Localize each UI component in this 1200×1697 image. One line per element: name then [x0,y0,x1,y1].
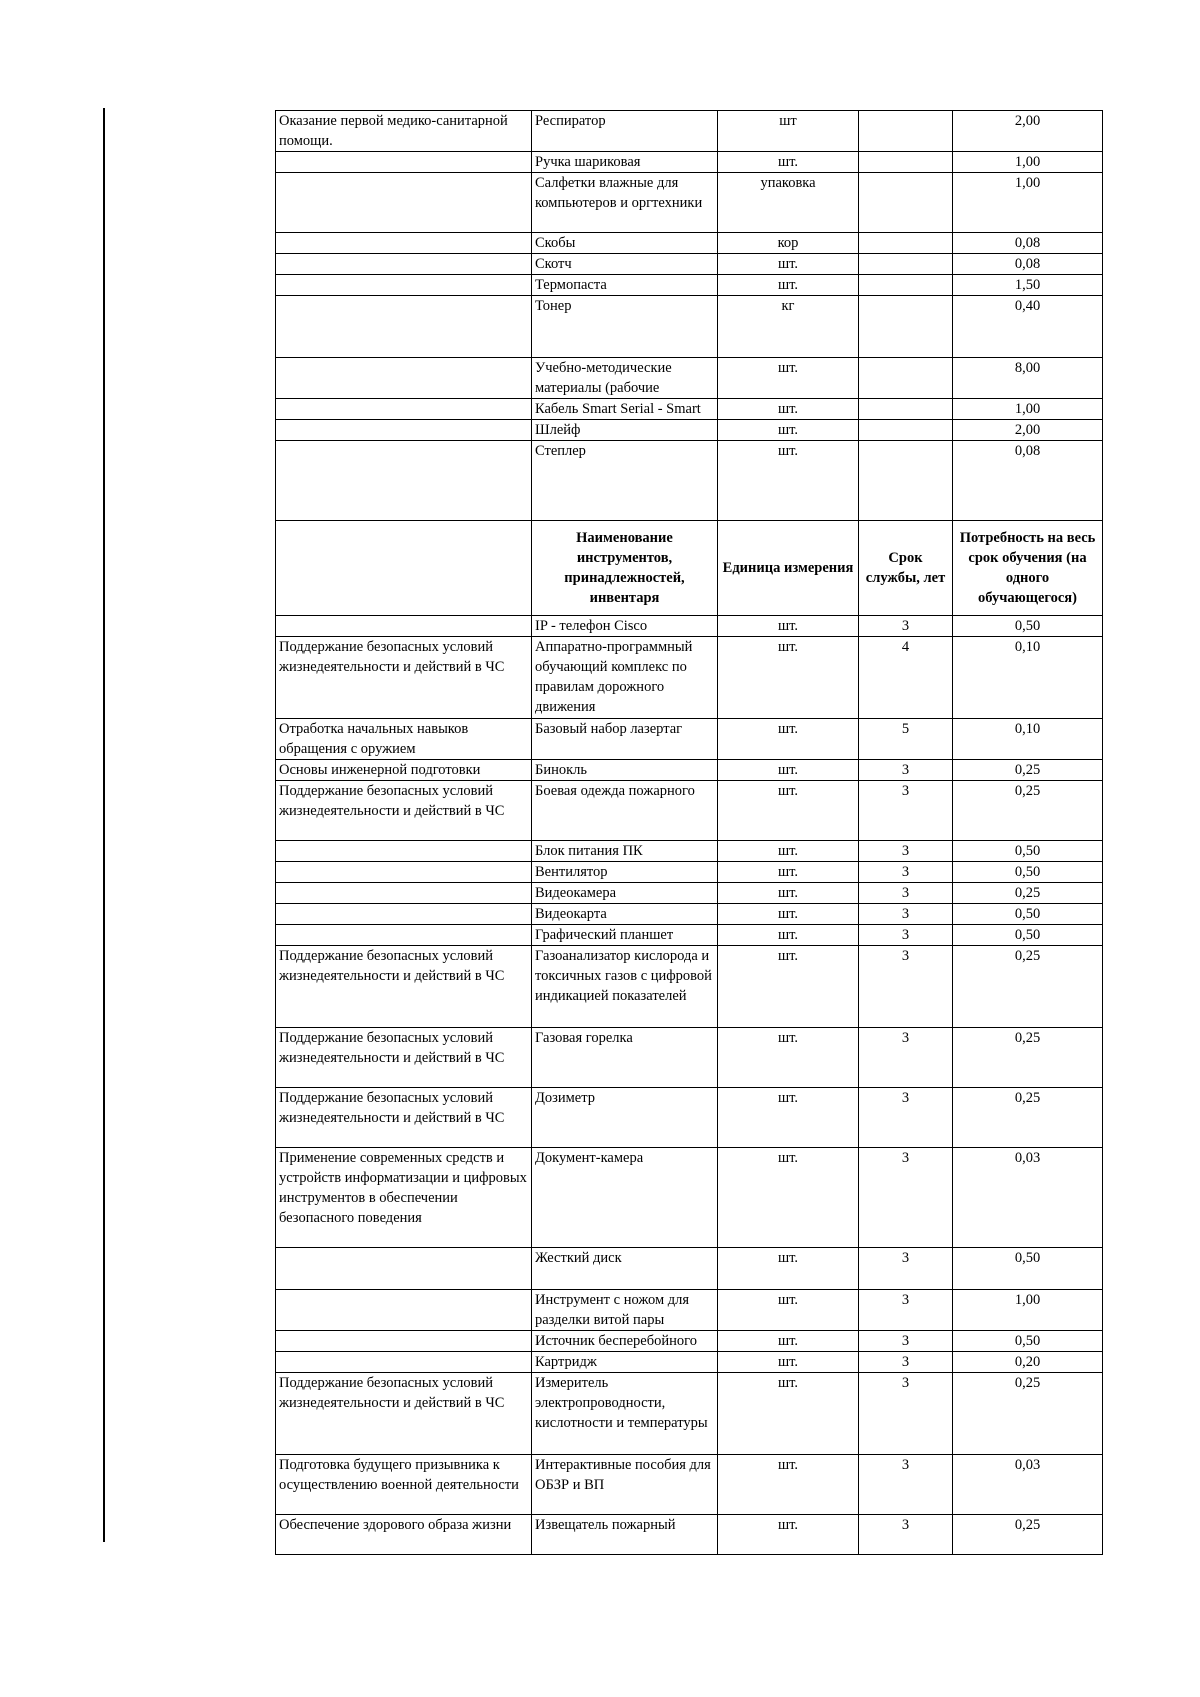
item-name-cell: Извещатель пожарный [532,1515,718,1555]
service-life-cell: 3 [859,1248,953,1290]
topic-cell: Подготовка будущего призывника к осуществлению военной деятельности [276,1455,532,1515]
topic-cell: Поддержание безопасных условий жизнедеятельности и действий в ЧС [276,1088,532,1148]
need-cell: 0,25 [953,760,1103,781]
topic-cell [276,173,532,233]
need-cell: 0,50 [953,616,1103,637]
need-cell: 1,00 [953,152,1103,173]
table-row [276,616,1103,637]
table-row [276,883,1103,904]
need-cell: 0,50 [953,862,1103,883]
unit-cell: шт. [718,441,859,521]
service-life-cell [859,173,953,233]
table-row [276,1455,1103,1515]
need-cell: 1,00 [953,1290,1103,1331]
topic-cell: Обеспечение здорового образа жизни [276,1515,532,1555]
need-cell: 0,50 [953,904,1103,925]
header-service: Срок службы, лет [859,521,953,616]
need-cell: 0,25 [953,946,1103,1028]
item-name-cell: Жесткий диск [532,1248,718,1290]
topic-cell [276,233,532,254]
header-unit: Единица измерения [718,521,859,616]
need-cell: 0,25 [953,781,1103,841]
item-name-cell: Интерактивные пособия для ОБЗР и ВП [532,1455,718,1515]
service-life-cell: 3 [859,1515,953,1555]
topic-cell [276,275,532,296]
need-cell: 0,08 [953,254,1103,275]
service-life-cell: 3 [859,1352,953,1373]
topic-cell: Оказание первой медико-санитарной помощи. [276,111,532,152]
topic-cell: Поддержание безопасных условий жизнедеятельности и действий в ЧС [276,1373,532,1455]
topic-cell [276,152,532,173]
topic-cell: Поддержание безопасных условий жизнедеятельности и действий в ЧС [276,946,532,1028]
unit-cell: шт. [718,637,859,719]
unit-cell: шт. [718,1290,859,1331]
unit-cell: шт. [718,254,859,275]
item-name-cell: Газоанализатор кислорода и токсичных газов с цифровой индикацией показателей [532,946,718,1028]
item-name-cell: Газовая горелка [532,1028,718,1088]
service-life-cell [859,358,953,399]
unit-cell: шт. [718,275,859,296]
topic-cell: Поддержание безопасных условий жизнедеятельности и действий в ЧС [276,781,532,841]
need-cell: 0,50 [953,1331,1103,1352]
table-row [276,275,1103,296]
table-row [276,111,1103,152]
table-row [276,637,1103,719]
service-life-cell [859,399,953,420]
item-name-cell: Документ-камера [532,1148,718,1248]
need-cell: 0,50 [953,841,1103,862]
table-row [276,358,1103,399]
equipment-table [275,110,1103,1555]
table-row [276,781,1103,841]
table-row [276,719,1103,760]
table-row [276,254,1103,275]
table-row [276,173,1103,233]
need-cell: 0,20 [953,1352,1103,1373]
item-name-cell: Бинокль [532,760,718,781]
service-life-cell: 3 [859,1088,953,1148]
unit-cell: шт. [718,904,859,925]
table-row [276,296,1103,358]
table-row [276,399,1103,420]
unit-cell: кг [718,296,859,358]
unit-cell: шт. [718,616,859,637]
item-name-cell: Ручка шариковая [532,152,718,173]
unit-cell: шт [718,111,859,152]
unit-cell: шт. [718,1331,859,1352]
service-life-cell: 3 [859,1028,953,1088]
topic-cell [276,925,532,946]
need-cell: 0,10 [953,719,1103,760]
unit-cell: шт. [718,781,859,841]
table-row [276,152,1103,173]
need-cell: 1,50 [953,275,1103,296]
table-row [276,760,1103,781]
topic-cell [276,904,532,925]
topic-cell [276,883,532,904]
service-life-cell: 3 [859,883,953,904]
item-name-cell: Скотч [532,254,718,275]
unit-cell: шт. [718,1373,859,1455]
unit-cell: шт. [718,358,859,399]
item-name-cell: IP - телефон Cisco [532,616,718,637]
item-name-cell: Салфетки влажные для компьютеров и оргтехники [532,173,718,233]
need-cell: 0,10 [953,637,1103,719]
need-cell: 0,25 [953,1515,1103,1555]
need-cell: 0,03 [953,1148,1103,1248]
topic-cell [276,616,532,637]
need-cell: 8,00 [953,358,1103,399]
topic-cell [276,358,532,399]
item-name-cell: Видеокамера [532,883,718,904]
service-life-cell: 3 [859,841,953,862]
service-life-cell: 3 [859,1290,953,1331]
topic-cell: Основы инженерной подготовки [276,760,532,781]
service-life-cell: 3 [859,781,953,841]
service-life-cell: 3 [859,862,953,883]
topic-cell [276,296,532,358]
table-row [276,946,1103,1028]
topic-cell [276,399,532,420]
need-cell: 1,00 [953,173,1103,233]
item-name-cell: Видеокарта [532,904,718,925]
unit-cell: шт. [718,399,859,420]
left-margin-line [103,108,105,1542]
need-cell: 2,00 [953,111,1103,152]
header-need: Потребность на весь срок обучения (на одного обучающегося) [953,521,1103,616]
topic-cell [276,1331,532,1352]
item-name-cell: Шлейф [532,420,718,441]
unit-cell: шт. [718,1148,859,1248]
service-life-cell [859,254,953,275]
service-life-cell [859,233,953,254]
table-row [276,1331,1103,1352]
item-name-cell: Тонер [532,296,718,358]
unit-cell: шт. [718,946,859,1028]
item-name-cell: Графический планшет [532,925,718,946]
topic-cell: Поддержание безопасных условий жизнедеятельности и действий в ЧС [276,637,532,719]
item-name-cell: Боевая одежда пожарного [532,781,718,841]
item-name-cell: Учебно-методические материалы (рабочие [532,358,718,399]
unit-cell: шт. [718,925,859,946]
service-life-cell [859,420,953,441]
unit-cell: шт. [718,841,859,862]
table-row [276,841,1103,862]
table-header-row [276,521,1103,616]
service-life-cell: 3 [859,1148,953,1248]
header-name: Наименование инструментов, принадлежностей, инвентаря [532,521,718,616]
unit-cell: шт. [718,1352,859,1373]
need-cell: 0,25 [953,1373,1103,1455]
service-life-cell: 4 [859,637,953,719]
service-life-cell: 3 [859,616,953,637]
service-life-cell [859,296,953,358]
service-life-cell: 3 [859,904,953,925]
item-name-cell: Измеритель электропроводности, кислотности и температуры [532,1373,718,1455]
service-life-cell: 3 [859,760,953,781]
table-row [276,441,1103,521]
need-cell: 0,25 [953,883,1103,904]
topic-cell [276,1352,532,1373]
unit-cell: шт. [718,1028,859,1088]
need-cell: 0,08 [953,233,1103,254]
topic-cell [276,254,532,275]
item-name-cell: Блок питания ПК [532,841,718,862]
item-name-cell: Источник бесперебойного [532,1331,718,1352]
need-cell: 1,00 [953,399,1103,420]
topic-cell: Поддержание безопасных условий жизнедеятельности и действий в ЧС [276,1028,532,1088]
need-cell: 0,40 [953,296,1103,358]
table-row [276,1248,1103,1290]
service-life-cell [859,275,953,296]
need-cell: 0,08 [953,441,1103,521]
topic-cell [276,862,532,883]
service-life-cell: 3 [859,925,953,946]
unit-cell: шт. [718,152,859,173]
table-row [276,1088,1103,1148]
service-life-cell: 5 [859,719,953,760]
topic-cell [276,420,532,441]
need-cell: 2,00 [953,420,1103,441]
table-row [276,1028,1103,1088]
topic-cell [276,521,532,616]
unit-cell: шт. [718,420,859,441]
table-row [276,1290,1103,1331]
unit-cell: шт. [718,1248,859,1290]
table-row [276,1515,1103,1555]
need-cell: 0,50 [953,925,1103,946]
unit-cell: шт. [718,1088,859,1148]
unit-cell: упаковка [718,173,859,233]
topic-cell [276,441,532,521]
topic-cell: Применение современных средств и устройств информатизации и цифровых инструментов в обеспечении безопасного поведения [276,1148,532,1248]
unit-cell: шт. [718,883,859,904]
unit-cell: шт. [718,1515,859,1555]
need-cell: 0,25 [953,1088,1103,1148]
service-life-cell: 3 [859,1455,953,1515]
table-row [276,904,1103,925]
item-name-cell: Аппаратно-программный обучающий комплекс по правилам дорожного движения [532,637,718,719]
unit-cell: шт. [718,862,859,883]
topic-cell [276,841,532,862]
item-name-cell: Вентилятор [532,862,718,883]
service-life-cell: 3 [859,946,953,1028]
service-life-cell [859,441,953,521]
table-row [276,925,1103,946]
need-cell: 0,03 [953,1455,1103,1515]
item-name-cell: Дозиметр [532,1088,718,1148]
table-row [276,862,1103,883]
item-name-cell: Инструмент с ножом для разделки витой пары [532,1290,718,1331]
item-name-cell: Кабель Smart Serial - Smart [532,399,718,420]
topic-cell [276,1248,532,1290]
unit-cell: шт. [718,719,859,760]
service-life-cell [859,152,953,173]
service-life-cell: 3 [859,1373,953,1455]
topic-cell [276,1290,532,1331]
unit-cell: шт. [718,760,859,781]
item-name-cell: Скобы [532,233,718,254]
item-name-cell: Картридж [532,1352,718,1373]
table-row [276,420,1103,441]
service-life-cell: 3 [859,1331,953,1352]
topic-cell: Отработка начальных навыков обращения с оружием [276,719,532,760]
need-cell: 0,25 [953,1028,1103,1088]
item-name-cell: Термопаста [532,275,718,296]
service-life-cell [859,111,953,152]
item-name-cell: Базовый набор лазертаг [532,719,718,760]
unit-cell: шт. [718,1455,859,1515]
need-cell: 0,50 [953,1248,1103,1290]
item-name-cell: Степлер [532,441,718,521]
table-row [276,1373,1103,1455]
unit-cell: кор [718,233,859,254]
table-row [276,233,1103,254]
table-row [276,1352,1103,1373]
item-name-cell: Респиратор [532,111,718,152]
table-row [276,1148,1103,1248]
